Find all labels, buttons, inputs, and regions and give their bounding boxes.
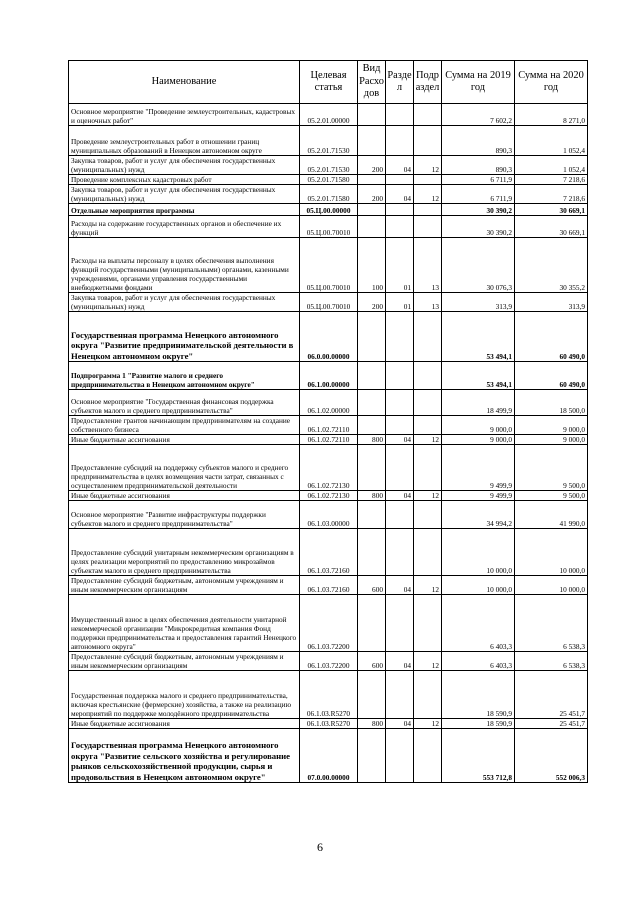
row-expense-type: 200 [358,185,386,204]
row-expense-type [358,529,386,576]
table-row [69,719,588,729]
row-subsection [414,729,442,783]
row-subsection: 12 [414,719,442,729]
row-section [386,312,414,362]
row-target-article: 06.1.03.72160 [300,576,358,595]
row-subsection [414,104,442,126]
row-target-article: 06.1.02.72110 [300,416,358,435]
row-subsection [414,126,442,156]
table-row [69,595,588,652]
row-name: Основное мероприятие "Проведение землеустроительных, кадастровых и оценочных работ" [69,104,300,126]
row-sum-2019: 10 000,0 [442,529,515,576]
header-sum-2020: Сумма на 2020 год [515,61,588,104]
row-name: Иные бюджетные ассигнования [69,719,300,729]
row-name: Проведение землеустроительных работ в отношении границ муниципальных образований в Ненецком автономном округе [69,126,300,156]
row-sum-2019: 890,3 [442,126,515,156]
row-expense-type: 800 [358,491,386,501]
row-target-article: 05.2.01.71580 [300,175,358,185]
row-target-article: 05.2.01.00000 [300,104,358,126]
row-sum-2019: 9 499,9 [442,491,515,501]
row-sum-2019: 53 494,1 [442,362,515,390]
row-expense-type [358,671,386,719]
row-sum-2019: 30 076,3 [442,238,515,293]
row-name: Имущественный взнос в целях обеспечения деятельности унитарной некоммерческой организации "Микрокредитная компания Фонд поддержки предпринимательства и предоставления гарантий Ненецкого автономного округа" [69,595,300,652]
row-name: Предоставление субсидий бюджетным, автономным учреждениям и иным некоммерческим организациям [69,652,300,671]
row-target-article: 06.1.03.72160 [300,529,358,576]
row-name: Закупка товаров, работ и услуг для обеспечения государственных (муниципальных) нужд [69,185,300,204]
row-section: 04 [386,491,414,501]
row-expense-type [358,445,386,491]
row-name: Предоставление субсидий унитарным некоммерческим организациям в целях реализации мероприятий по предоставлению микрозаймов субъектам малого и среднего предпринимательства [69,529,300,576]
table-row [69,175,588,185]
row-expense-type: 100 [358,238,386,293]
row-name: Отдельные мероприятия программы [69,204,300,216]
row-section [386,104,414,126]
header-target-article: Целевая статья [300,61,358,104]
row-subsection: 12 [414,185,442,204]
row-subsection [414,216,442,238]
row-sum-2020: 313,9 [515,293,588,312]
row-sum-2020: 7 218,6 [515,175,588,185]
row-target-article: 06.1.02.72110 [300,435,358,445]
header-expense-type: Вид Расхо дов [358,61,386,104]
row-section: 04 [386,185,414,204]
table-row [69,156,588,175]
table-row [69,416,588,435]
row-sum-2020: 60 490,0 [515,312,588,362]
row-section [386,126,414,156]
header-section: Разде л [386,61,414,104]
row-expense-type [358,216,386,238]
row-target-article: 05.Ц.00.70010 [300,216,358,238]
row-name: Предоставление грантов начинающим предпринимателям на создание собственного бизнеса [69,416,300,435]
row-section [386,671,414,719]
row-subsection [414,529,442,576]
row-sum-2020: 10 000,0 [515,529,588,576]
row-sum-2019: 313,9 [442,293,515,312]
row-section [386,175,414,185]
row-name: Иные бюджетные ассигнования [69,435,300,445]
row-sum-2019: 30 390,2 [442,216,515,238]
budget-table [68,60,588,783]
row-expense-type: 800 [358,435,386,445]
row-sum-2020: 6 538,3 [515,652,588,671]
row-section [386,595,414,652]
row-target-article: 05.Ц.00.70010 [300,238,358,293]
row-target-article: 06.1.03.72200 [300,652,358,671]
row-subsection: 12 [414,576,442,595]
row-sum-2020: 25 451,7 [515,671,588,719]
row-subsection [414,416,442,435]
table-row [69,491,588,501]
row-sum-2020: 60 490,0 [515,362,588,390]
row-section [386,362,414,390]
row-sum-2020: 30 669,1 [515,204,588,216]
row-sum-2019: 18 590,9 [442,719,515,729]
table-row [69,576,588,595]
row-section [386,529,414,576]
table-header-row [69,61,588,104]
row-name: Расходы на содержание государственных органов и обеспечение их функций [69,216,300,238]
row-name: Подпрограмма 1 "Развитие малого и среднего предпринимательства в Ненецком автономном округе" [69,362,300,390]
row-sum-2019: 34 994,2 [442,501,515,529]
header-subsection: Подр аздел [414,61,442,104]
row-name: Предоставление субсидий на поддержку субъектов малого и среднего предпринимательства в целях возмещения части затрат, связанных с осуществлением предпринимательской деятельности [69,445,300,491]
row-target-article: 06.1.03.R5270 [300,719,358,729]
row-sum-2020: 8 271,0 [515,104,588,126]
row-subsection [414,671,442,719]
table-row [69,671,588,719]
row-section [386,445,414,491]
row-subsection [414,362,442,390]
row-name: Основное мероприятие "Государственная финансовая поддержка субъектов малого и среднего предпринимательства" [69,390,300,416]
row-sum-2019: 18 499,9 [442,390,515,416]
row-section [386,204,414,216]
row-subsection [414,595,442,652]
table-row [69,185,588,204]
row-section [386,416,414,435]
row-expense-type [358,104,386,126]
row-section: 01 [386,238,414,293]
row-sum-2020: 9 500,0 [515,445,588,491]
table-row [69,238,588,293]
row-section: 04 [386,435,414,445]
table-row [69,390,588,416]
row-expense-type [358,501,386,529]
row-expense-type: 200 [358,156,386,175]
row-expense-type: 200 [358,293,386,312]
table-row [69,652,588,671]
row-sum-2020: 41 990,0 [515,501,588,529]
row-sum-2019: 7 602,2 [442,104,515,126]
row-section [386,390,414,416]
row-sum-2019: 53 494,1 [442,312,515,362]
table-row [69,126,588,156]
row-sum-2020: 9 000,0 [515,416,588,435]
row-expense-type [358,204,386,216]
row-sum-2020: 9 000,0 [515,435,588,445]
row-subsection [414,390,442,416]
row-sum-2019: 10 000,0 [442,576,515,595]
row-name: Государственная программа Ненецкого автономного округа "Развитие предпринимательской деятельности в Ненецком автономном округе" [69,312,300,362]
table-row [69,529,588,576]
row-sum-2020: 1 052,4 [515,126,588,156]
row-target-article: 06.0.00.00000 [300,312,358,362]
row-name: Закупка товаров, работ и услуг для обеспечения государственных (муниципальных) нужд [69,293,300,312]
row-subsection [414,204,442,216]
row-sum-2019: 553 712,8 [442,729,515,783]
row-name: Государственная поддержка малого и среднего предпринимательства, включая крестьянские (фермерские) хозяйства, а также на реализацию мероприятий по поддержке молодёжного предпринимательства [69,671,300,719]
row-expense-type [358,729,386,783]
table-row [69,312,588,362]
table-row [69,216,588,238]
row-section: 01 [386,293,414,312]
row-target-article: 06.1.02.72130 [300,445,358,491]
row-section: 04 [386,719,414,729]
row-name: Иные бюджетные ассигнования [69,491,300,501]
table-row [69,445,588,491]
row-subsection [414,445,442,491]
row-target-article: 06.1.00.00000 [300,362,358,390]
row-target-article: 05.Ц.00.00000 [300,204,358,216]
row-subsection [414,501,442,529]
row-section: 04 [386,576,414,595]
row-sum-2019: 18 590,9 [442,671,515,719]
row-subsection: 13 [414,238,442,293]
row-subsection: 13 [414,293,442,312]
row-expense-type [358,416,386,435]
row-expense-type [358,362,386,390]
row-sum-2019: 6 403,3 [442,595,515,652]
row-sum-2020: 1 052,4 [515,156,588,175]
row-subsection: 12 [414,435,442,445]
row-target-article: 06.1.02.72130 [300,491,358,501]
row-target-article: 05.2.01.71530 [300,126,358,156]
row-expense-type [358,595,386,652]
row-target-article: 06.1.02.00000 [300,390,358,416]
row-section [386,729,414,783]
row-sum-2019: 9 000,0 [442,416,515,435]
row-target-article: 07.0.00.00000 [300,729,358,783]
row-expense-type: 800 [358,719,386,729]
row-name: Предоставление субсидий бюджетным, автономным учреждениям и иным некоммерческим организациям [69,576,300,595]
row-subsection [414,312,442,362]
page-number: 6 [317,840,323,854]
table-row [69,204,588,216]
row-expense-type: 600 [358,652,386,671]
row-section: 04 [386,156,414,175]
row-section [386,216,414,238]
table-row [69,104,588,126]
row-subsection [414,175,442,185]
row-name: Проведение комплексных кадастровых работ [69,175,300,185]
row-sum-2020: 10 000,0 [515,576,588,595]
row-expense-type [358,390,386,416]
row-target-article: 05.2.01.71530 [300,156,358,175]
row-name: Расходы на выплаты персоналу в целях обеспечения выполнения функций государственными (муниципальными) органами, казенными учреждениями, органами управления государственными внебюджетными фондами [69,238,300,293]
row-sum-2020: 552 006,3 [515,729,588,783]
row-target-article: 06.1.03.R5270 [300,671,358,719]
row-name: Государственная программа Ненецкого автономного округа "Развитие сельского хозяйства и регулирование рынков сельскохозяйственной продукции, сырья и продовольствия в Ненецком автономном округе" [69,729,300,783]
table-row [69,501,588,529]
row-target-article: 06.1.03.00000 [300,501,358,529]
row-target-article: 06.1.03.72200 [300,595,358,652]
row-expense-type [358,175,386,185]
row-subsection: 12 [414,491,442,501]
row-expense-type: 600 [358,576,386,595]
row-subsection: 12 [414,652,442,671]
row-sum-2020: 7 218,6 [515,185,588,204]
row-sum-2019: 6 711,9 [442,185,515,204]
row-name: Закупка товаров, работ и услуг для обеспечения государственных (муниципальных) нужд [69,156,300,175]
row-subsection: 12 [414,156,442,175]
header-sum-2019: Сумма на 2019 год [442,61,515,104]
table-row [69,435,588,445]
row-name: Основное мероприятие "Развитие инфраструктуры поддержки субъектов малого и среднего предпринимательства" [69,501,300,529]
row-section: 04 [386,652,414,671]
table-row [69,362,588,390]
row-target-article: 05.Ц.00.70010 [300,293,358,312]
row-sum-2020: 30 355,2 [515,238,588,293]
row-sum-2020: 30 669,1 [515,216,588,238]
row-sum-2019: 890,3 [442,156,515,175]
row-sum-2019: 9 499,9 [442,445,515,491]
table-row [69,729,588,783]
row-sum-2020: 18 500,0 [515,390,588,416]
row-sum-2020: 6 538,3 [515,595,588,652]
row-sum-2019: 30 390,2 [442,204,515,216]
row-sum-2020: 25 451,7 [515,719,588,729]
row-sum-2019: 6 403,3 [442,652,515,671]
row-sum-2019: 6 711,9 [442,175,515,185]
row-sum-2019: 9 000,0 [442,435,515,445]
table-row [69,293,588,312]
header-name: Наименование [69,61,300,104]
row-section [386,501,414,529]
row-sum-2020: 9 500,0 [515,491,588,501]
row-target-article: 05.2.01.71580 [300,185,358,204]
row-expense-type [358,126,386,156]
row-expense-type [358,312,386,362]
